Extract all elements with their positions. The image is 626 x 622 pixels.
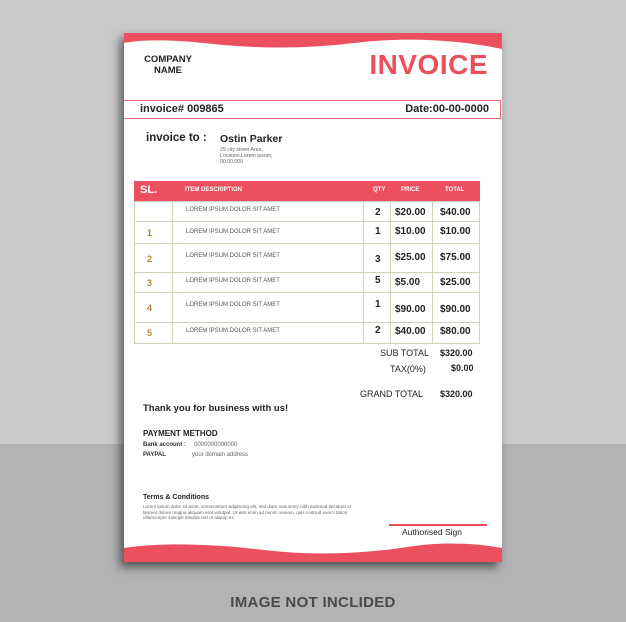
thank-you-note: Thank you for business with us!: [143, 403, 289, 414]
invoice-number: invoice# 009865: [140, 103, 224, 115]
row-description: LOREM IPSUM DOLOR SIT AMET: [186, 278, 280, 284]
row-price: $20.00: [395, 207, 426, 218]
payment-method-title: PAYMENT METHOD: [143, 429, 218, 438]
bank-account-label: Bank account :: [143, 442, 187, 448]
header-description: ITEM DESCRIPTION: [185, 187, 243, 193]
row-sl: 3: [147, 278, 153, 288]
table-header: [134, 181, 480, 201]
invoice-to-label: invoice to :: [146, 132, 207, 144]
row-sl: 4: [147, 303, 153, 313]
bottom-wave-decoration: [124, 538, 502, 562]
row-sl: 1: [147, 228, 153, 238]
row-total: $10.00: [440, 226, 471, 237]
invoice-title: INVOICE: [369, 49, 488, 80]
subtotal-value: $320.00: [440, 348, 473, 358]
row-total: $75.00: [440, 252, 471, 263]
row-divider: [135, 272, 479, 273]
tax-label: TAX(0%): [390, 364, 426, 374]
row-description: LOREM IPSUM DOLOR SIT AMET: [186, 207, 280, 213]
header-total: TOTAL: [445, 187, 465, 193]
invoice-sheet: [124, 33, 502, 562]
row-sl: 5: [147, 328, 153, 338]
terms-text: Lorem ipsum dolor sit amet, consectetuer adipiscing elit, sed diam nonummy nibh euismod tincidunt ut laoreet dolore magna aliquam erat volutpat. Ut wisi enim ad minim veniam, quis nostrud exerci tation ullamcorper suscipit lobortis nisl ut aliquip ex: [143, 504, 351, 520]
row-qty: 5: [375, 275, 381, 286]
subtotal-label: SUB TOTAL: [380, 348, 430, 358]
grand-total-value: $320.00: [440, 389, 473, 399]
row-qty: 2: [375, 207, 381, 218]
row-qty: 1: [375, 299, 381, 310]
row-qty: 3: [375, 254, 381, 265]
customer-name: Ostin Parker: [220, 133, 283, 145]
tax-value: $0.00: [451, 363, 474, 373]
header-price: PRICE: [401, 187, 420, 193]
header-sl: SL.: [140, 184, 158, 196]
row-total: $40.00: [440, 207, 471, 218]
image-not-included-caption: IMAGE NOT INCLIDED: [230, 594, 396, 611]
row-total: $80.00: [440, 326, 471, 337]
row-total: $25.00: [440, 277, 471, 288]
row-divider: [135, 292, 479, 293]
customer-address: 29 city street Area, Location,Lorem ipsum, 00.00.000: [220, 147, 273, 165]
row-description: LOREM IPSUM DOLOR SIT AMET: [186, 302, 280, 308]
grand-total-label: GRAND TOTAL: [360, 389, 424, 399]
row-description: LOREM IPSUM DOLOR SIT AMET: [186, 253, 280, 259]
items-table: [134, 201, 480, 344]
row-price: $40.00: [395, 326, 426, 337]
row-price: $5.00: [395, 277, 421, 288]
paypal-value: your domain address: [192, 452, 249, 458]
row-divider: [135, 322, 479, 323]
row-sl: 2: [147, 254, 153, 264]
company-name: COMPANY NAME: [144, 54, 192, 76]
paypal-label: PAYPAL: [143, 452, 166, 458]
invoice-date: Date:00-00-0000: [405, 103, 489, 115]
header-qty: QTY: [373, 187, 386, 193]
bank-account-value: 0000000000000: [194, 442, 238, 448]
row-description: LOREM IPSUM DOLOR SIT AMET: [186, 328, 280, 334]
row-description: LOREM IPSUM DOLOR SIT AMET: [186, 229, 280, 235]
row-price: $25.00: [395, 252, 426, 263]
row-total: $90.00: [440, 304, 471, 315]
row-price: $90.00: [395, 304, 426, 315]
row-qty: 2: [375, 325, 381, 336]
signature-line: [389, 524, 487, 526]
row-divider: [135, 221, 479, 222]
row-divider: [135, 243, 479, 244]
terms-title: Terms & Conditions: [143, 494, 209, 501]
authorised-sign: Authorised Sign: [402, 527, 463, 537]
row-price: $10.00: [395, 226, 426, 237]
row-qty: 1: [375, 226, 381, 237]
invoice-info-bar: [124, 100, 501, 119]
